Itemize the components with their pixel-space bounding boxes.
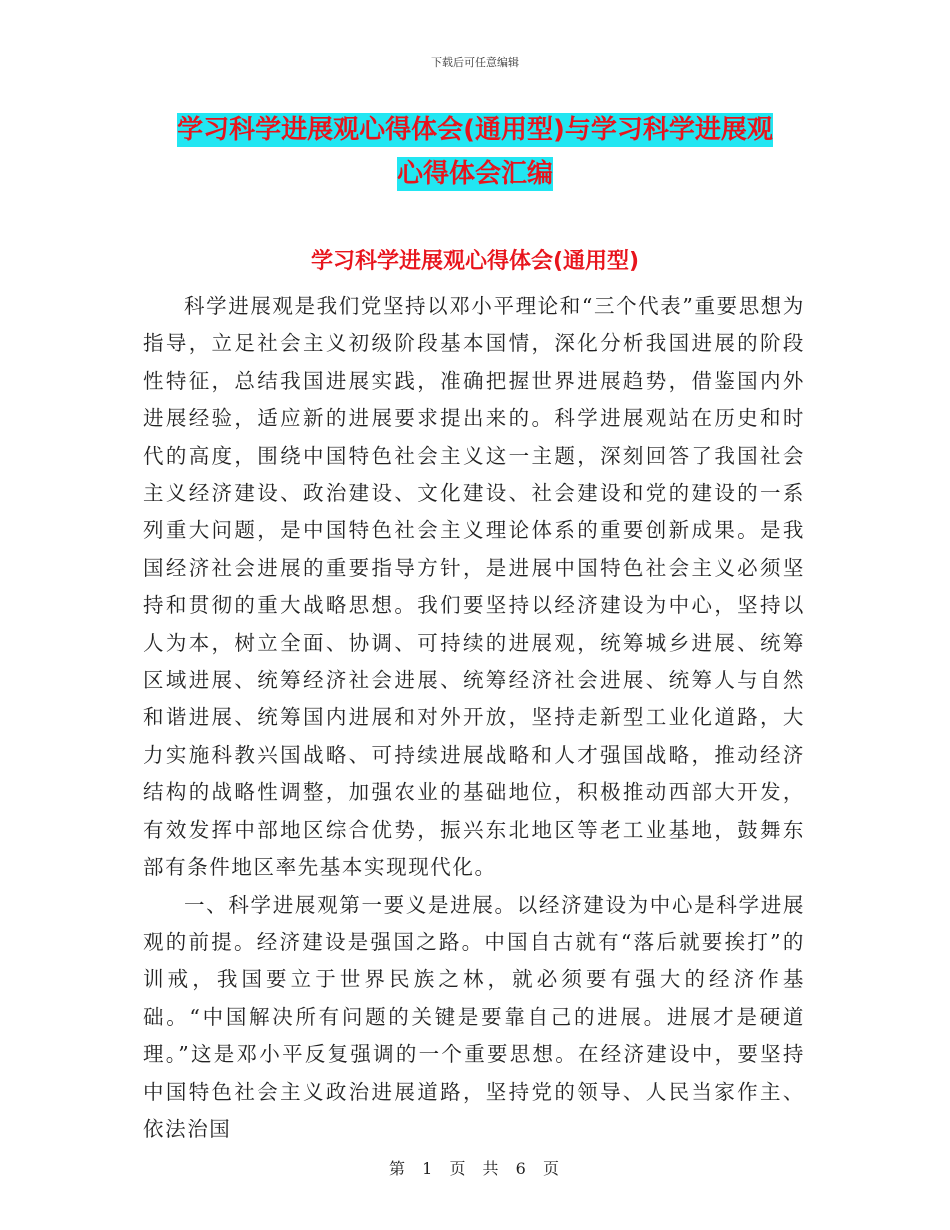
- footer-label: 页: [449, 1159, 468, 1178]
- header-note: 下载后可任意编辑: [431, 56, 519, 69]
- footer-label: 页: [542, 1159, 561, 1178]
- document-title-line-2-text: 心得体会汇编: [396, 159, 553, 189]
- section-title: 学习科学进展观心得体会(通用型): [310, 249, 640, 274]
- footer-label: 共: [482, 1159, 501, 1178]
- document-title-line-2: [140, 152, 810, 196]
- total-pages-number: 6: [515, 1159, 528, 1178]
- document-title-line-1: [140, 108, 810, 152]
- document-title-line-1-text: 学习科学进展观心得体会(通用型)与学习科学进展观: [177, 115, 773, 145]
- document-body: [143, 288, 805, 1148]
- paragraph: 科学进展观是我们党坚持以邓小平理论和“三个代表”重要思想为指导，立足社会主义初级阶段基本国情，深化分析我国进展的阶段性特征，总结我国进展实践，准确把握世界进展趋势，借鉴国内外进展经验，适应新的进展要求提出来的。科学进展观站在历史和时代的高度，围绕中国特色社会主义这一主题，深刻回答了我国社会主义经济建设、政治建设、文化建设、社会建设和党的建设的一系列重大问题，是中国特色社会主义理论体系的重要创新成果。是我国经济社会进展的重要指导方针，是进展中国特色社会主义必须坚持和贯彻的重大战略思想。我们要坚持以经济建设为中心，坚持以人为本，树立全面、协调、可持续的进展观，统筹城乡进展、统筹区域进展、统筹经济社会进展、统筹经济社会进展、统筹人与自然和谐进展、统筹国内进展和对外开放，坚持走新型工业化道路，大力实施科教兴国战略、可持续进展战略和人才强国战略，推动经济结构的战略性调整，加强农业的基础地位，积极推动西部大开发，有效发挥中部地区综合优势，振兴东北地区等老工业基地，鼓舞东部有条件地区率先基本实现现代化。: [143, 294, 805, 880]
- page-footer: [0, 1156, 950, 1179]
- footer-label: 第: [389, 1159, 408, 1178]
- current-page-number: 1: [422, 1159, 435, 1178]
- paragraph: 一、科学进展观第一要义是进展。以经济建设为中心是科学进展观的前提。经济建设是强国之路。中国自古就有“落后就要挨打”的训戒，我国要立于世界民族之林，就必须要有强大的经济作基础。“中国解决所有问题的关键是要靠自己的进展。进展才是硬道理。”这是邓小平反复强调的一个重要思想。在经济建设中，要坚持中国特色社会主义政治进展道路，坚持党的领导、人民当家作主、依法治国: [143, 892, 805, 1141]
